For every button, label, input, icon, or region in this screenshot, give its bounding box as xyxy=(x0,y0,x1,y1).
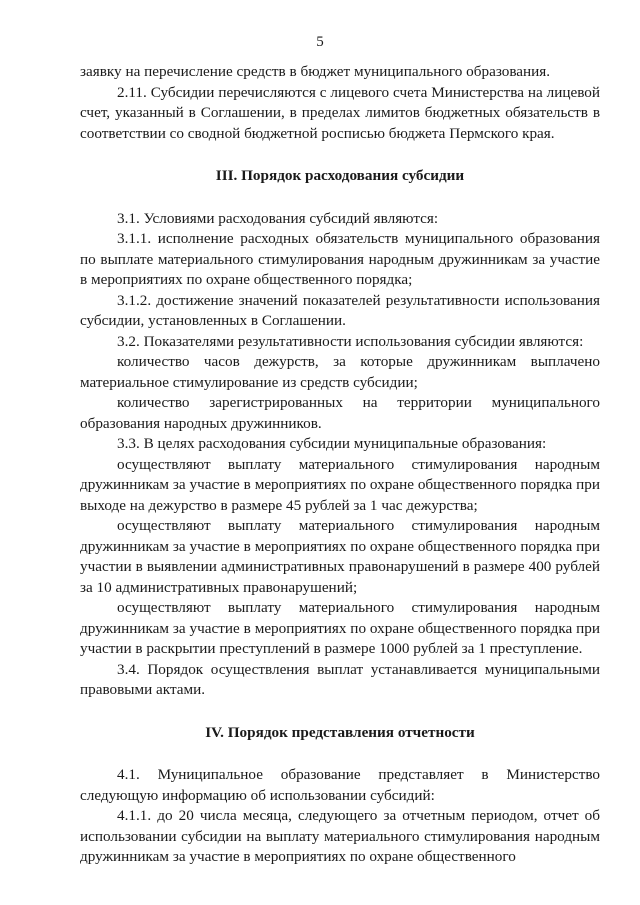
paragraph-3-2-indicator-members: количество зарегистрированных на территории муниципального образования народных дружинников. xyxy=(80,394,600,432)
paragraph-3-3-crimes: осуществляют выплату материального стимулирования народным дружинникам за участие в мероприятиях по охране общественного порядка при участии в раскрытии преступлений в размере 1000 рублей за 1 преступление. xyxy=(80,599,600,657)
paragraph-4-1: 4.1. Муниципальное образование представляет в Министерство следующую информацию об использовании субсидий: xyxy=(80,766,600,804)
section-4-heading: IV. Порядок представления отчетности xyxy=(205,723,475,741)
paragraph-3-1-1: 3.1.1. исполнение расходных обязательств муниципального образования по выплате материального стимулирования народным дружинникам за участие в мероприятиях по охране общественного порядка; xyxy=(80,230,600,288)
paragraph-3-1-2: 3.1.2. достижение значений показателей результативности использования субсидии, установленных в Соглашении. xyxy=(80,291,600,329)
paragraph-3-1: 3.1. Условиями расходования субсидий являются: xyxy=(117,209,439,227)
paragraph-continuation: заявку на перечисление средств в бюджет муниципального образования. xyxy=(80,63,551,80)
paragraph-3-3: 3.3. В целях расходования субсидии муниципальные образования: xyxy=(117,435,547,452)
paragraph-2-11: 2.11. Субсидии перечисляются с лицевого счета Министерства на лицевой счет, указанный в Соглашении, в пределах лимитов бюджетных обязательств в соответствии со сводной бюджетной росписью бюджета Пермского края. xyxy=(80,83,600,142)
paragraph-3-4: 3.4. Порядок осуществления выплат устанавливается муниципальными правовыми актами. xyxy=(80,660,600,698)
paragraph-3-3-duty: осуществляют выплату материального стимулирования народным дружинникам за участие в мероприятиях по охране общественного порядка при выходе на дежурство в размере 45 рублей за 1 час дежурства; xyxy=(80,455,600,514)
document-body xyxy=(80,62,600,868)
paragraph-3-3-offenses: осуществляют выплату материального стимулирования народным дружинникам за участие в мероприятиях по охране общественного порядка при участии в выявлении административных правонарушений в размере 400 рублей за 10 административных правонарушений; xyxy=(80,517,600,596)
section-3-heading: III. Порядок расходования субсидии xyxy=(215,167,465,184)
paragraph-3-2: 3.2. Показателями результативности использования субсидии являются: xyxy=(117,332,584,350)
page-number: 5 xyxy=(316,34,324,50)
paragraph-3-2-indicator-hours: количество часов дежурств, за которые дружинникам выплачено материальное стимулирование из средств субсидии; xyxy=(80,353,600,391)
paragraph-4-1-1: 4.1.1. до 20 числа месяца, следующего за отчетным периодом, отчет об использовании субсидии на выплату материального стимулирования народным дружинникам за участие в мероприятиях по охране общественного xyxy=(80,807,600,865)
